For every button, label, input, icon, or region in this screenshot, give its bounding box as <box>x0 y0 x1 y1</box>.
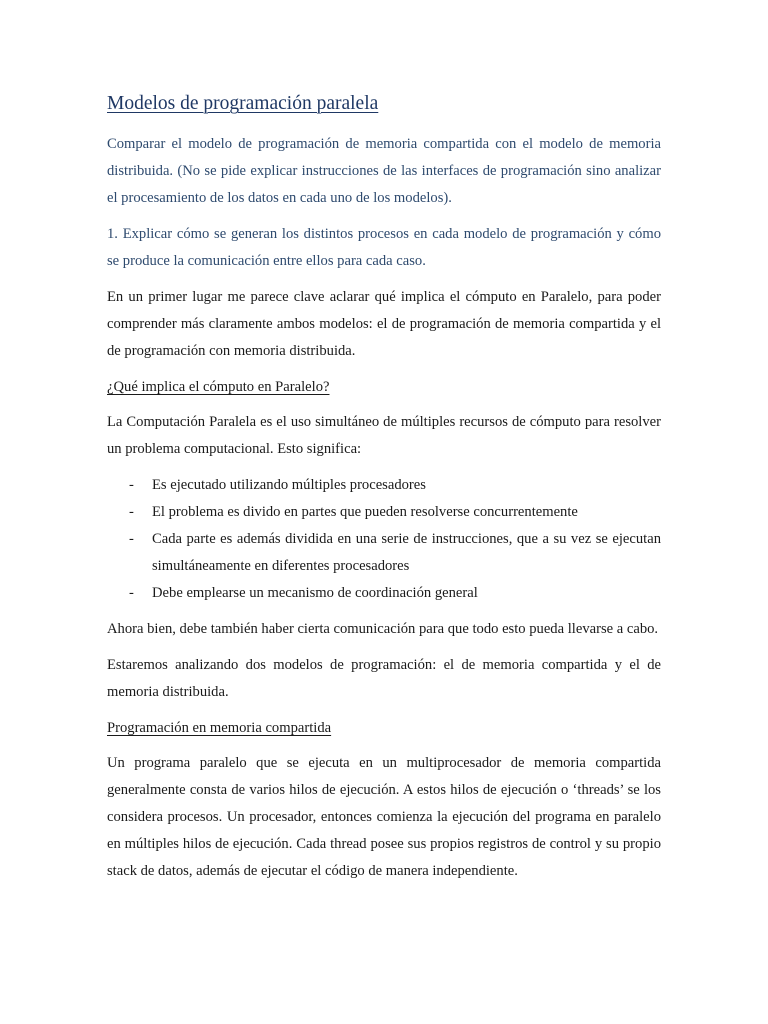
bullet-list <box>107 472 661 607</box>
question-1: 1. Explicar cómo se generan los distintos procesos en cada modelo de programación y cómo se produce la comunicación entre ellos para cada caso. <box>107 226 661 269</box>
body-paragraph-4: Estaremos analizando dos modelos de programación: el de memoria compartida y el de memoria distribuida. <box>107 657 661 700</box>
list-item-text: Debe emplearse un mecanismo de coordinación general <box>152 585 478 601</box>
dash-bullet-icon: - <box>129 504 134 520</box>
list-item-text: El problema es divido en partes que pueden resolverse concurrentemente <box>152 504 578 520</box>
assignment-intro: Comparar el modelo de programación de memoria compartida con el modelo de memoria distribuida. (No se pide explicar instrucciones de las interfaces de programación sino analizar el procesamiento de los datos en cada uno de los modelos). <box>107 136 661 206</box>
dash-bullet-icon: - <box>129 585 134 601</box>
section-heading-parallel-computing: ¿Qué implica el cómputo en Paralelo? <box>107 379 330 395</box>
dash-bullet-icon: - <box>129 531 134 547</box>
list-item <box>107 580 661 607</box>
body-paragraph-1: En un primer lugar me parece clave aclarar qué implica el cómputo en Paralelo, para poder comprender más claramente ambos modelos: el de programación de memoria compartida y el de programación con memoria distribuida. <box>107 289 661 359</box>
body-paragraph-2: La Computación Paralela es el uso simultáneo de múltiples recursos de cómputo para resolver un problema computacional. Esto significa: <box>107 414 661 457</box>
list-item-text: Es ejecutado utilizando múltiples procesadores <box>152 477 426 493</box>
list-item <box>107 526 661 580</box>
list-item <box>107 472 661 499</box>
dash-bullet-icon: - <box>129 477 134 493</box>
section-heading-shared-memory: Programación en memoria compartida <box>107 720 332 736</box>
list-item-text: Cada parte es además dividida en una serie de instrucciones, que a su vez se ejecutan simultáneamente en diferentes procesadores <box>152 531 661 574</box>
body-paragraph-3: Ahora bien, debe también haber cierta comunicación para que todo esto pueda llevarse a cabo. <box>107 621 659 637</box>
document-title: Modelos de programación paralela <box>107 93 379 114</box>
body-paragraph-5: Un programa paralelo que se ejecuta en un multiprocesador de memoria compartida generalmente consta de varios hilos de ejecución. A estos hilos de ejecución o ‘threads’ se los considera procesos. Un procesador, entonces comienza la ejecución del programa en paralelo en múltiples hilos de ejecución. Cada thread posee sus propios registros de control y su propio stack de datos, además de ejecutar el código de manera independiente. <box>107 755 661 879</box>
list-item <box>107 499 661 526</box>
